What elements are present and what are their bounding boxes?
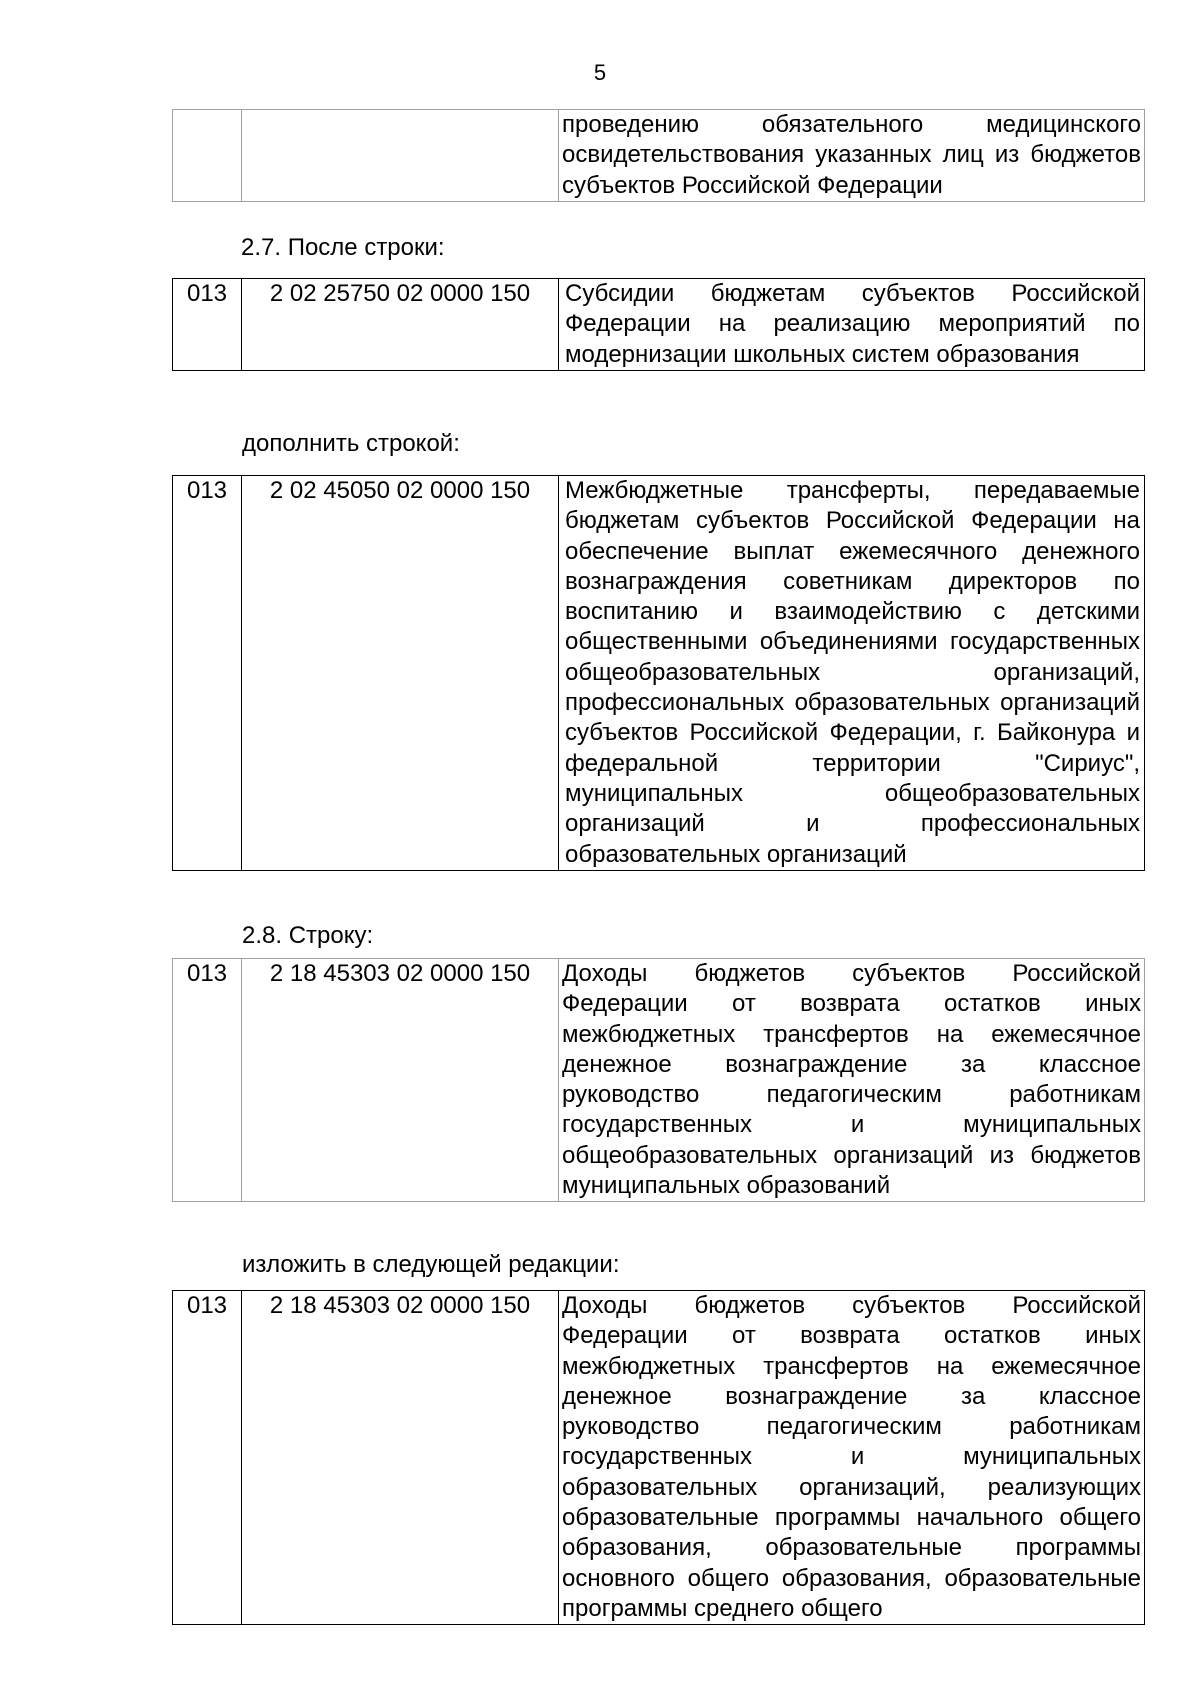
code-cell: 013 — [173, 1291, 242, 1625]
description-text: Доходы бюджетов субъектов Российской Федерации от возврата остатков иных межбюджетных трансфертов на ежемесячное денежное вознаграждение за классное руководство педагогическим работникам государственных и муниципальных образовательных организаций, реализующих образовательные программы начального общего образования, образовательные программы основного общего образования, образовательные программы среднего общего — [562, 1292, 1141, 1622]
description-text: Субсидии бюджетам субъектов Российской Федерации на реализацию мероприятий по модернизации школьных систем образования — [565, 280, 1140, 368]
kbk-cell: 2 02 45050 02 0000 150 — [242, 476, 559, 871]
description-text: Межбюджетные трансферты, передаваемые бюджетам субъектов Российской Федерации на обеспечение выплат ежемесячного денежного вознаграждения советникам директоров по воспитанию и взаимодействию с детскими общественными объединениями государственных общеобразовательных организаций, профессиональных образовательных организаций субъектов Российской Федерации, г. Байконура и федеральной территории "Сириус", муниципальных общеобразовательных организаций и профессиональных образовательных организаций — [565, 477, 1140, 868]
description-cell — [559, 959, 1145, 1202]
table-row — [173, 110, 1145, 202]
kbk-cell: 2 18 45303 02 0000 150 — [242, 959, 559, 1202]
description-cell — [559, 279, 1145, 371]
table-2-8-old — [172, 958, 1145, 1202]
table-row — [173, 279, 1145, 371]
code-cell — [173, 110, 242, 202]
kbk-cell: 2 18 45303 02 0000 150 — [242, 1291, 559, 1625]
description-cell — [559, 476, 1145, 871]
description-cell — [559, 1291, 1145, 1625]
table-row — [173, 1291, 1145, 1625]
table-row — [173, 959, 1145, 1202]
code-cell: 013 — [173, 959, 242, 1202]
description-text: Доходы бюджетов субъектов Российской Федерации от возврата остатков иных межбюджетных трансфертов на ежемесячное денежное вознаграждение за классное руководство педагогическим работникам государственных и муниципальных общеобразовательных организаций из бюджетов муниципальных образований — [562, 960, 1141, 1200]
table-2-7 — [172, 278, 1145, 371]
restate-instruction: изложить в следующей редакции: — [242, 1251, 620, 1278]
page-number: 5 — [593, 60, 607, 85]
table-continued — [172, 109, 1145, 202]
item-2-7-heading: 2.7. После строки: — [241, 234, 445, 261]
code-cell: 013 — [173, 279, 242, 371]
add-row-instruction: дополнить строкой: — [242, 430, 460, 457]
table-add-row — [172, 475, 1145, 871]
table-row — [173, 476, 1145, 871]
kbk-cell — [242, 110, 559, 202]
item-2-8-heading: 2.8. Строку: — [242, 922, 374, 949]
kbk-cell: 2 02 25750 02 0000 150 — [242, 279, 559, 371]
table-2-8-new — [172, 1290, 1145, 1625]
description-text: проведению обязательного медицинского освидетельствования указанных лиц из бюджетов субъектов Российской Федерации — [562, 111, 1141, 199]
code-cell: 013 — [173, 476, 242, 871]
description-cell — [559, 110, 1145, 202]
